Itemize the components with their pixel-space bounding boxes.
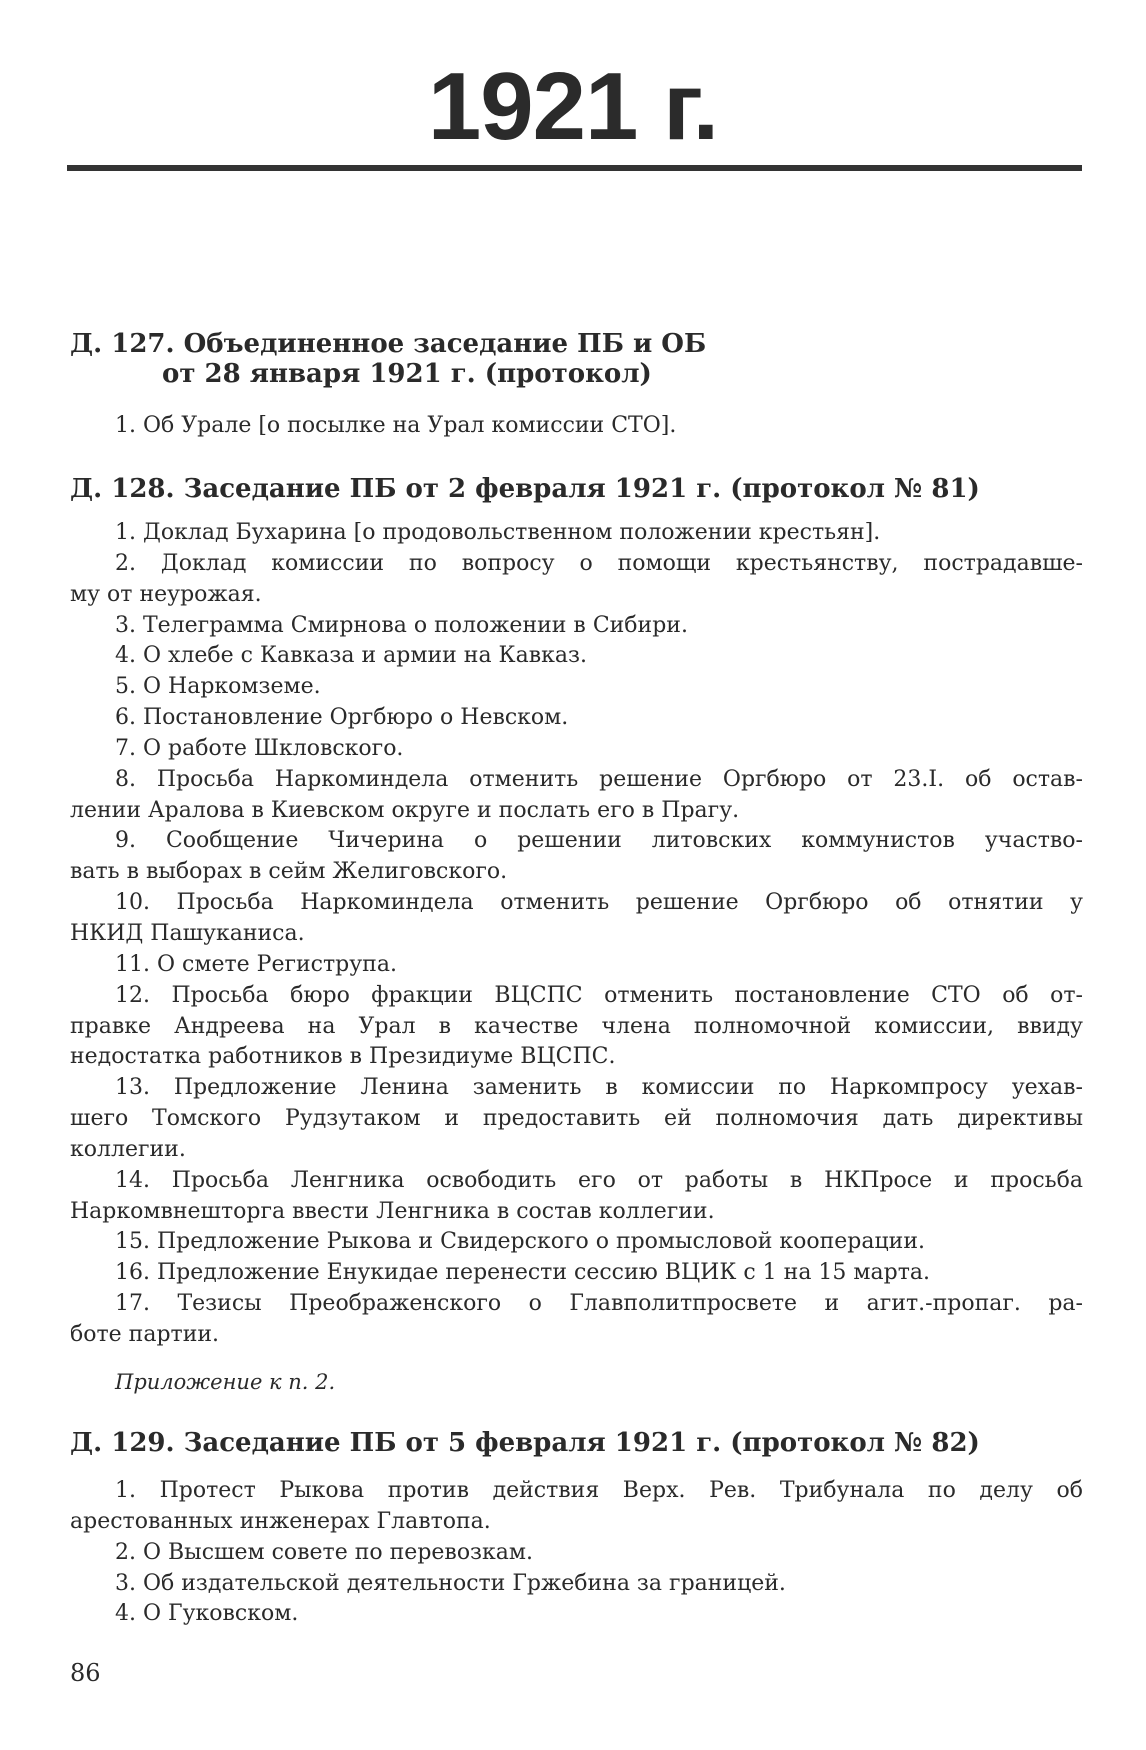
agenda-item bbox=[70, 1289, 1083, 1351]
section-heading-line: от 28 января 1921 г. (протокол) bbox=[162, 359, 652, 389]
agenda-item-line: НКИД Пашуканиса. bbox=[70, 920, 305, 946]
agenda-item-line: 14. Просьба Ленгника освободить его от работы в НКПросе и просьба bbox=[115, 1167, 1083, 1193]
agenda-item bbox=[70, 1538, 1083, 1569]
agenda-item bbox=[70, 981, 1083, 1074]
agenda-item bbox=[70, 1599, 1083, 1630]
agenda-item-line: 4. О хлебе с Кавказа и армии на Кавказ. bbox=[115, 643, 587, 669]
page-title: 1921 г. bbox=[427, 53, 719, 160]
title-divider bbox=[67, 165, 1082, 171]
agenda-item-line: 7. О работе Шкловского. bbox=[115, 735, 404, 761]
agenda-item bbox=[70, 1227, 1083, 1258]
section-heading-line: Д. 128. Заседание ПБ от 2 февраля 1921 г. (протокол № 81) bbox=[70, 474, 980, 504]
agenda-item bbox=[70, 611, 1083, 642]
section-heading bbox=[70, 474, 1083, 504]
agenda-item-line: 12. Просьба бюро фракции ВЦСПС отменить постановление СТО об от- bbox=[115, 982, 1083, 1008]
agenda-item bbox=[70, 411, 1083, 442]
section-heading-line: Д. 129. Заседание ПБ от 5 февраля 1921 г. (протокол № 82) bbox=[70, 1428, 980, 1458]
agenda-item-line: 4. О Гуковском. bbox=[115, 1601, 299, 1627]
agenda-item-line: 13. Предложение Ленина заменить в комиссии по Наркомпросу уехав- bbox=[115, 1075, 1083, 1101]
agenda-list bbox=[70, 518, 1083, 1351]
agenda-item bbox=[70, 672, 1083, 703]
agenda-item-line: 11. О смете Региструпа. bbox=[115, 951, 397, 977]
agenda-item bbox=[70, 641, 1083, 672]
agenda-item-line: Наркомвнешторга ввести Ленгника в состав коллегии. bbox=[70, 1198, 715, 1224]
agenda-item bbox=[70, 888, 1083, 950]
agenda-item-line: правке Андреева на Урал в качестве члена полномочной комиссии, ввиду bbox=[70, 1013, 1083, 1039]
agenda-item-line: 3. Телеграмма Смирнова о положении в Сибири. bbox=[115, 612, 688, 638]
agenda-item-line: му от неурожая. bbox=[70, 581, 262, 607]
agenda-item bbox=[70, 765, 1083, 827]
agenda-item-line: боте партии. bbox=[70, 1321, 220, 1347]
agenda-item bbox=[70, 1073, 1083, 1166]
agenda-item-line: 9. Сообщение Чичерина о решении литовских коммунистов участво- bbox=[115, 828, 1083, 854]
agenda-item bbox=[70, 1476, 1083, 1538]
agenda-item bbox=[70, 518, 1083, 549]
agenda-item bbox=[70, 950, 1083, 981]
agenda-item-line: лении Аралова в Киевском округе и послать его в Прагу. bbox=[70, 797, 740, 823]
agenda-item-line: арестованных инженерах Главтопа. bbox=[70, 1508, 491, 1534]
agenda-item-line: 16. Предложение Енукидае перенести сессию ВЦИК с 1 на 15 марта. bbox=[115, 1260, 931, 1286]
agenda-list bbox=[70, 411, 1083, 442]
agenda-list bbox=[70, 1476, 1083, 1630]
section-heading-line: Д. 127. Объединенное заседание ПБ и ОБ bbox=[70, 329, 707, 359]
agenda-item bbox=[70, 549, 1083, 611]
agenda-item-line: 10. Просьба Наркоминдела отменить решение Оргбюро об отнятии у bbox=[115, 890, 1083, 916]
agenda-item-line: 1. Доклад Бухарина [о продовольственном положении крестьян]. bbox=[115, 520, 881, 545]
section-heading bbox=[70, 329, 1083, 389]
page-number: 86 bbox=[70, 1659, 101, 1687]
agenda-item-line: 17. Тезисы Преображенского о Главполитпросвете и агит.-пропаг. ра- bbox=[115, 1291, 1083, 1317]
agenda-item-line: 2. Доклад комиссии по вопросу о помощи крестьянству, пострадавше- bbox=[115, 550, 1083, 576]
agenda-item-line: 8. Просьба Наркоминдела отменить решение Оргбюро от 23.I. об остав- bbox=[115, 766, 1083, 792]
agenda-item bbox=[70, 1569, 1083, 1600]
agenda-item-line: 5. О Наркомземе. bbox=[115, 674, 321, 700]
agenda-item-line: недостатка работников в Президиуме ВЦСПС. bbox=[70, 1044, 616, 1070]
agenda-item-line: вать в выборах в сейм Желиговского. bbox=[70, 859, 508, 885]
agenda-item bbox=[70, 1258, 1083, 1289]
agenda-item-line: 1. Протест Рыкова против действия Верх. Рев. Трибунала по делу об bbox=[115, 1478, 1083, 1503]
appendix-note: Приложение к п. 2. bbox=[115, 1370, 336, 1394]
agenda-item-line: шего Томского Рудзутаком и предоставить ей полномочия дать директивы bbox=[70, 1106, 1083, 1132]
agenda-item-line: 6. Постановление Оргбюро о Невском. bbox=[115, 705, 569, 731]
agenda-item-line: 3. Об издательской деятельности Гржебина за границей. bbox=[115, 1570, 786, 1596]
section-heading bbox=[70, 1428, 1083, 1458]
agenda-item bbox=[70, 734, 1083, 765]
agenda-item bbox=[70, 1166, 1083, 1228]
agenda-item bbox=[70, 703, 1083, 734]
agenda-item-line: 2. О Высшем совете по перевозкам. bbox=[115, 1539, 534, 1565]
agenda-item bbox=[70, 826, 1083, 888]
agenda-item-line: 15. Предложение Рыкова и Свидерского о промысловой кооперации. bbox=[115, 1229, 925, 1255]
agenda-item-line: 1. Об Урале [о посылке на Урал комиссии СТО]. bbox=[115, 413, 677, 438]
agenda-item-line: коллегии. bbox=[70, 1136, 186, 1162]
